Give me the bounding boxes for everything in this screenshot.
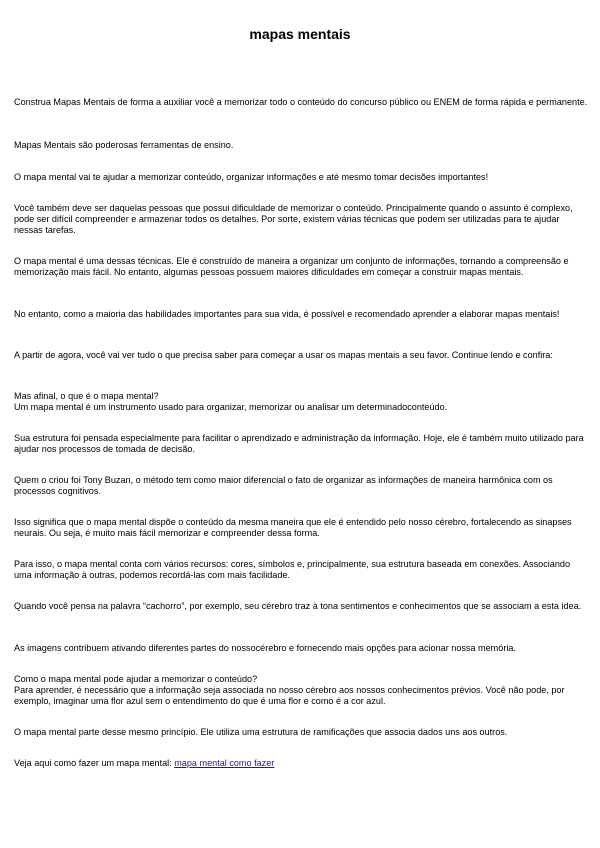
section-heading: Mas afinal, o que é o mapa mental? [14, 391, 159, 401]
paragraph: O mapa mental é uma dessas técnicas. Ele é construído de maneira a organizar um conjunto de informações, tornando a compreensão e memorização mais fácil. No entanto, algumas pessoas possuem maiores dificuldades em começar a construir mapas mentais. [14, 256, 569, 277]
paragraph: O mapa mental parte desse mesmo princípio. Ele utiliza uma estrutura de ramificações que associa dados uns aos outros. [14, 727, 508, 737]
paragraph: Mapas Mentais são poderosas ferramentas de ensino. [14, 140, 234, 150]
section-text: Para aprender, é necessário que a informação seja associada no nosso cérebro aos nossos conhecimentos prévios. Você não pode, por exemplo, imaginar uma flor azul sem o entendimento do que é uma flor e como é a cor azul. [14, 685, 565, 706]
page-title: mapas mentais [249, 26, 351, 42]
paragraph: No entanto, como a maioria das habilidades importantes para sua vida, é possível e recomendado aprender a elaborar mapas mentais! [14, 309, 560, 319]
paragraph: Quando você pensa na palavra “cachorro”, por exemplo, seu cérebro traz à tona sentimentos e conhecimentos que se associam a esta idea. [14, 601, 582, 611]
paragraph-intro: Construa Mapas Mentais de forma a auxiliar você a memorizar todo o conteúdo do concurso público ou ENEM de forma rápida e permanente. [14, 97, 588, 107]
paragraph: Você também deve ser daquelas pessoas que possui dificuldade de memorizar o conteúdo. Principalmente quando o assunto é complexo, pode ser difícil compreender e armazenar todos os detalhes. Por sorte, existem várias técnicas que podem ser utilizadas para te ajudar nessas tarefas. [14, 203, 573, 235]
paragraph: A partir de agora, você vai ver tudo o que precisa saber para começar a usar os mapas mentais a seu favor. Continue lendo e confira: [14, 350, 553, 360]
section-what-is-mind-map [14, 391, 588, 413]
mind-map-how-to-link[interactable]: mapa mental como fazer [174, 758, 275, 768]
paragraph: Sua estrutura foi pensada especialmente para facilitar o aprendizado e administração da informação. Hoje, ele é também muito utilizado para ajudar nos processos de tomada de decisão. [14, 433, 584, 454]
paragraph: O mapa mental vai te ajudar a memorizar conteúdo, organizar informações e até mesmo tomar decisões importantes! [14, 172, 489, 182]
paragraph: Para isso, o mapa mental conta com vários recursos: cores, símbolos e, principalmente, sua estrutura baseada em conexões. Associando uma informação à outras, podemos recordá-las com mais facilidade. [14, 559, 571, 580]
footer-line [14, 758, 588, 769]
footer-lead-text: Veja aqui como fazer um mapa mental: [14, 758, 175, 768]
paragraph: Quem o criou foi Tony Buzan, o método tem como maior diferencial o fato de organizar as informações de maneira harmônica com os processos cognitivos. [14, 475, 553, 496]
paragraph: As imagens contribuem ativando diferentes partes do nossocérebro e fornecendo mais opções para acionar nossa memória. [14, 643, 516, 653]
section-how-it-helps [14, 674, 588, 707]
paragraph: Isso significa que o mapa mental dispõe o conteúdo da mesma maneira que ele é entendido pelo nosso cérebro, fortalecendo as sinapses neurais. Ou seja, é muito mais fácil memorizar e compreender dessa forma. [14, 517, 572, 538]
section-heading: Como o mapa mental pode ajudar a memorizar o conteúdo? [14, 674, 258, 684]
section-text: Um mapa mental é um instrumento usado para organizar, memorizar ou analisar um determinadoconteúdo. [14, 402, 448, 412]
